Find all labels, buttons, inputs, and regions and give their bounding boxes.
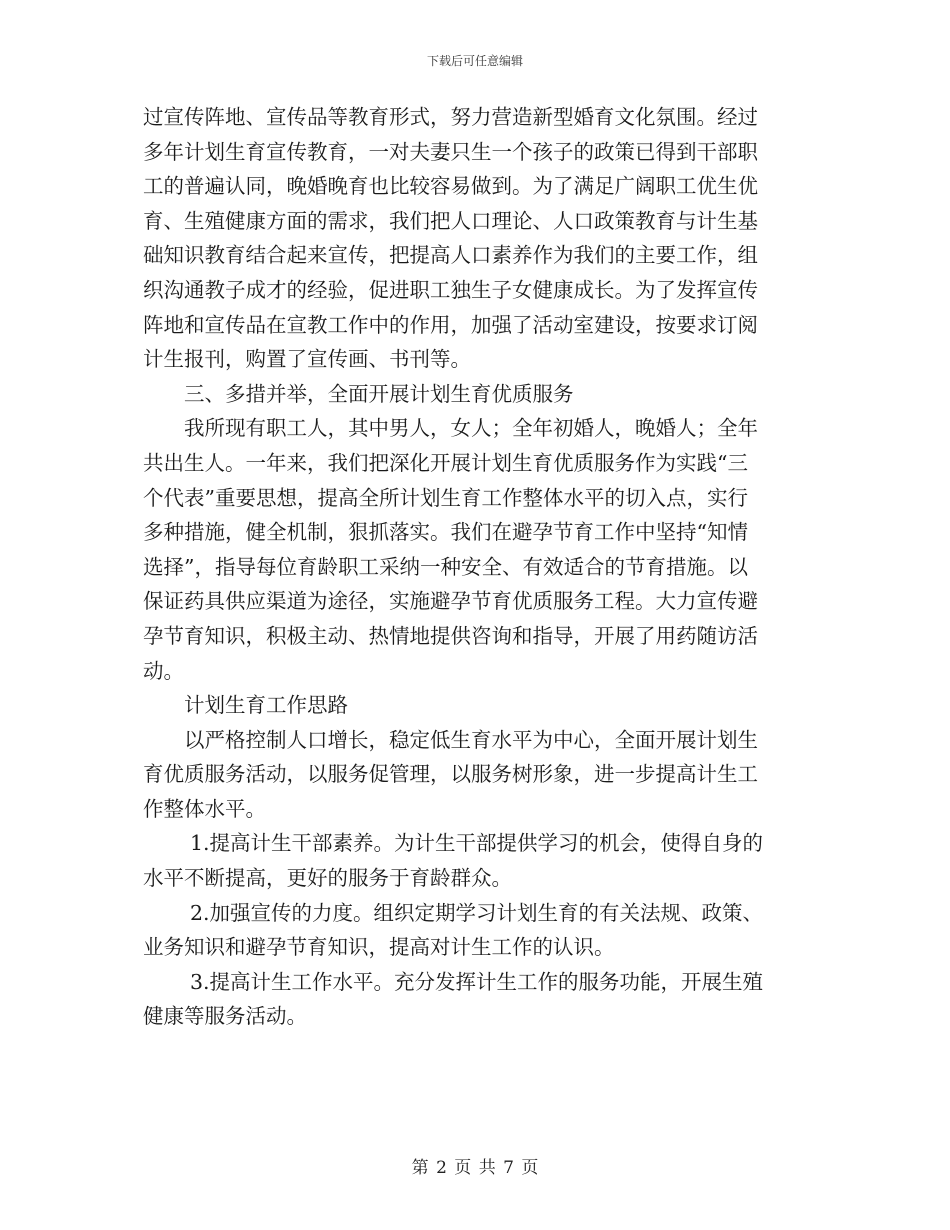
section-heading: 计划生育工作思路 (184, 693, 348, 718)
document-body (143, 100, 803, 1034)
text-line: 共出生人。一年来，我们把深化开展计划生育优质服务作为实践“三 (143, 450, 748, 475)
text-line: 础知识教育结合起来宣传，把提高人口素养作为我们的主要工作，组 (143, 243, 758, 268)
text-line: 计生报刊，购置了宣传画、书刊等。 (143, 347, 471, 372)
text-line: 阵地和宣传品在宣教工作中的作用，加强了活动室建设，按要求订阅 (143, 312, 758, 337)
text-line: 个代表”重要思想，提高全所计划生育工作整体水平的切入点，实行 (143, 485, 748, 510)
list-item: 3.提高计生工作水平。充分发挥计生工作的服务功能，开展生殖 (190, 969, 764, 994)
text-line: 育、生殖健康方面的需求，我们把人口理论、人口政策教育与计生基 (143, 208, 758, 233)
text-line: 作整体水平。 (143, 796, 266, 821)
text-line: 保证药具供应渠道为途径，实施避孕节育优质服务工程。大力宣传避 (143, 589, 758, 614)
text-line: 织沟通教子成才的经验，促进职工独生子女健康成长。为了发挥宣传 (143, 277, 758, 302)
page-number: 第 2 页 共 7 页 (411, 1158, 539, 1178)
text-line: 孕节育知识，积极主动、热情地提供咨询和指导，开展了用药随访活 (143, 623, 758, 648)
text-line: 我所现有职工人，其中男人，女人；全年初婚人，晚婚人；全年 (184, 416, 758, 441)
text-line: 以严格控制人口增长，稳定低生育水平为中心，全面开展计划生 (184, 727, 758, 752)
text-line: 工的普遍认同，晚婚晚育也比较容易做到。为了满足广阔职工优生优 (143, 174, 758, 199)
text-line: 选择”，指导每位育龄职工采纳一种安全、有效适合的节育措施。以 (143, 554, 748, 579)
text-line: 业务知识和避孕节育知识，提高对计生工作的认识。 (143, 935, 615, 960)
section-heading: 三、多措并举，全面开展计划生育优质服务 (184, 381, 574, 406)
text-line: 多种措施，健全机制，狠抓落实。我们在避孕节育工作中坚持“知情 (143, 520, 748, 545)
text-line: 健康等服务活动。 (143, 1004, 307, 1029)
page-header-note: 下载后可任意编辑 (426, 54, 523, 68)
text-line: 动。 (143, 658, 184, 683)
text-line: 育优质服务活动，以服务促管理，以服务树形象，进一步提高计生工 (143, 762, 758, 787)
text-line: 过宣传阵地、宣传品等教育形式，努力营造新型婚育文化氛围。经过 (143, 105, 758, 129)
text-line: 水平不断提高，更好的服务于育龄群众。 (143, 866, 512, 891)
list-item: 1.提高计生干部素养。为计生干部提供学习的机会，使得自身的 (190, 831, 764, 856)
list-item: 2.加强宣传的力度。组织定期学习计划生育的有关法规、政策、 (190, 900, 764, 925)
text-line: 多年计划生育宣传教育，一对夫妻只生一个孩子的政策已得到干部职 (143, 139, 758, 164)
